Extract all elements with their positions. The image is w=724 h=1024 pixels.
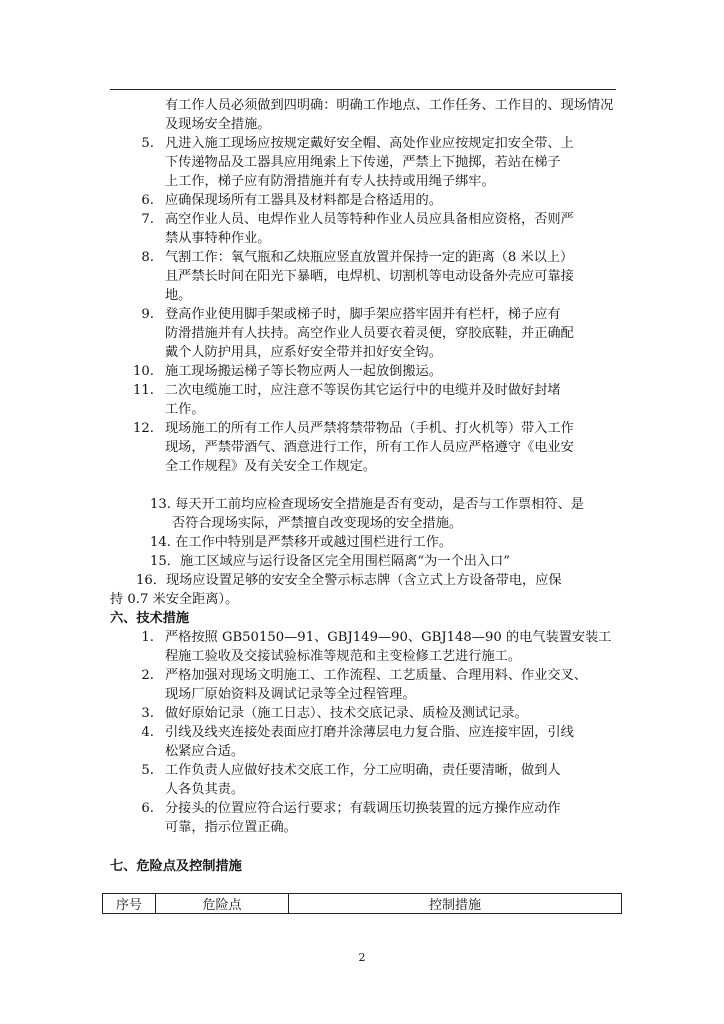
hazard-table	[102, 893, 622, 914]
safety-item-line: 二次电缆施工时，应注意不等误伤其它运行中的电缆并及时做好封堵	[165, 383, 561, 398]
technical-item-number: 2.	[141, 668, 154, 683]
safety-item-number: 6.	[141, 193, 154, 208]
safety-item-line: 登高作业使用脚手架或梯子时，脚手架应搭牢固并有栏杆，梯子应有	[165, 307, 561, 322]
section-heading-hazards: 七、危险点及控制措施	[110, 859, 242, 874]
technical-item-number: 3.	[141, 706, 154, 721]
technical-item	[110, 761, 618, 799]
safety-item-line: 现场，严禁带酒气、酒意进行工作，所有工作人员应严格遵守《电业安	[165, 440, 574, 455]
safety-item-16	[110, 571, 618, 609]
item-16-line-2: 持 0.7 米安全距离）。	[110, 592, 239, 607]
safety-item-line: 气割工作：氧气瓶和乙炔瓶应竖直放置并保持一定的距离（8 米以上）	[165, 250, 574, 265]
page-number: 2	[358, 951, 366, 964]
item-13-line-2: 否符合现场实际，严禁擅自改变现场的安全措施。	[172, 516, 463, 531]
technical-item-line: 做好原始记录（施工日志）、技术交底记录、质检及测试记录。	[165, 706, 528, 721]
safety-item-number: 10.	[133, 364, 154, 379]
safety-measures-list	[110, 134, 618, 476]
technical-item-number: 4.	[141, 725, 154, 740]
safety-item-line: 全工作规程》及有关安全工作规定。	[165, 459, 376, 474]
technical-item-line: 可靠，指示位置正确。	[165, 820, 297, 835]
safety-item-line: 戴个人防护用具，应系好安全带并扣好安全钩。	[165, 345, 442, 360]
safety-item-line: 防滑措施并有人扶持。高空作业人员要衣着灵便，穿胶底鞋，并正确配	[165, 326, 574, 341]
header-hazard: 危险点	[156, 894, 289, 914]
technical-item	[110, 799, 618, 837]
technical-item	[110, 723, 618, 761]
safety-item-number: 5.	[141, 136, 154, 151]
safety-item	[110, 305, 618, 362]
technical-item-line: 严格按照 GB50150—91、GBJ149—90、GBJ148—90 的电气装置安装工	[165, 630, 612, 645]
safety-item	[110, 381, 618, 419]
safety-item-number: 8.	[141, 250, 154, 265]
safety-item-number: 11.	[133, 383, 154, 398]
technical-item-line: 程施工验收及交接试验标准等规范和主变检修工艺进行施工。	[165, 649, 522, 664]
technical-item-line: 现场厂原始资料及调试记录等全过程管理。	[165, 687, 416, 702]
safety-item-line: 施工现场搬运梯子等长物应两人一起放倒搬运。	[165, 364, 442, 379]
safety-item-number: 7.	[141, 212, 154, 227]
technical-measures-list	[110, 628, 618, 837]
safety-item-15: 15．施工区域应与运行设备区完全用围栏隔离“为一个出入口”	[150, 554, 510, 569]
safety-item	[110, 362, 618, 381]
safety-item-line: 高空作业人员、电焊作业人员等特种作业人员应具备相应资格，否则严	[165, 212, 574, 227]
technical-item	[110, 704, 618, 723]
blank-line	[110, 476, 618, 495]
item-16-line-1: 16．现场应设置足够的安安全全警示标志牌（含立式上方设备带电，应保	[136, 573, 562, 588]
continuation-text: 有工作人员必须做到四明确：明确工作地点、工作任务、工作目的、现场情况及现场安全措施。	[165, 98, 614, 132]
safety-item-line: 禁从事特种作业。	[165, 231, 271, 246]
section-heading-technical: 六、技术措施	[110, 611, 190, 626]
technical-item-number: 5.	[141, 763, 154, 778]
safety-item	[110, 210, 618, 248]
safety-item	[110, 419, 618, 476]
page-content	[110, 96, 618, 876]
safety-item-line: 上工作，梯子应有防滑措施并有专人扶持或用绳子绑牢。	[165, 174, 495, 189]
technical-item-line: 工作负责人应做好技术交底工作，分工应明确，责任要清晰，做到人	[165, 763, 561, 778]
safety-item	[110, 134, 618, 191]
safety-item-14: 14. 在工作中特别是严禁移开或越过围栏进行工作。	[150, 535, 453, 550]
technical-item-line: 分接头的位置应符合运行要求；有载调压切换装置的远方操作应动作	[165, 801, 561, 816]
technical-item-line: 引线及线夹连接处表面应打磨并涂薄层电力复合脂、应连接牢固，引线	[165, 725, 574, 740]
safety-item-number: 9.	[141, 307, 154, 322]
safety-item-line: 现场施工的所有工作人员严禁将禁带物品（手机、打火机等）带入工作	[165, 421, 574, 436]
safety-item	[110, 191, 618, 210]
header-seq: 序号	[103, 894, 156, 914]
technical-item-number: 1.	[141, 630, 154, 645]
technical-item-line: 严格加强对现场文明施工、工作流程、工艺质量、合理用料、作业交叉、	[165, 668, 587, 683]
technical-item	[110, 628, 618, 666]
safety-item-line: 凡进入施工现场应按规定戴好安全帽、高处作业应按规定扣安全带、上	[165, 136, 574, 151]
safety-item-line: 下传递物品及工器具应用绳索上下传递，严禁上下抛掷，若站在梯子	[165, 155, 561, 170]
technical-item-line: 人各负其责。	[165, 782, 245, 797]
safety-item-13	[110, 495, 618, 533]
header-control: 控制措施	[289, 894, 622, 914]
hazard-table-header-row	[103, 894, 622, 914]
technical-item-number: 6.	[141, 801, 154, 816]
safety-item-line: 地。	[165, 288, 192, 303]
safety-item-line: 且严禁长时间在阳光下暴晒，电焊机、切割机等电动设备外壳应可靠接	[165, 269, 574, 284]
safety-item-number: 12.	[133, 421, 154, 436]
safety-item	[110, 248, 618, 305]
header-rule	[110, 89, 616, 90]
safety-item-line: 工作。	[165, 402, 205, 417]
item-13-line-1: 13. 每天开工前均应检查现场安全措施是否有变动，是否与工作票相符、是	[150, 497, 584, 512]
technical-item	[110, 666, 618, 704]
technical-item-line: 松紧应合适。	[165, 744, 245, 759]
safety-item-line: 应确保现场所有工器具及材料都是合格适用的。	[165, 193, 442, 208]
